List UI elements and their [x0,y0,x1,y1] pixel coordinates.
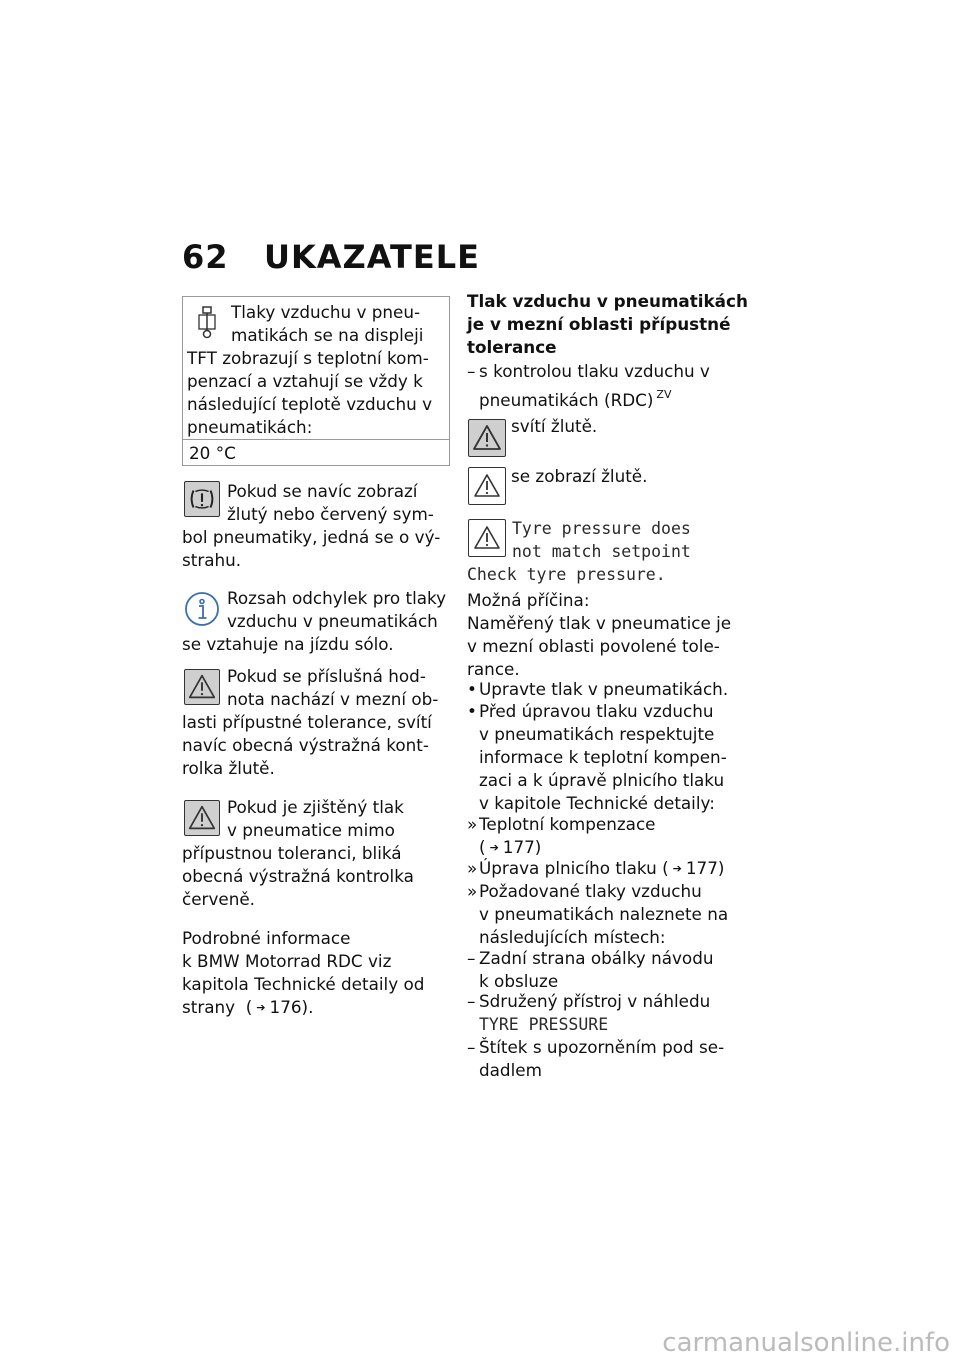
text-line: pneumatikách: [187,417,313,437]
text-line: Štítek s upozorněním pod se- [479,1037,725,1057]
cross-reference[interactable]: » Teplotní kompenzace ( ➔ 177) [467,814,656,857]
page-ref: 177) [502,837,542,857]
text-line: lasti přípustné tolerance, svítí [182,712,432,732]
tyre-warning-icon [184,481,220,517]
section-heading: tolerance [467,337,557,357]
watermark: carmanualsonline.info [662,1328,950,1358]
text-line: červeně. [182,889,256,909]
warning-triangle-icon [184,800,220,836]
text-line: Tlaky vzduchu v pneu- [231,302,421,322]
list-item: – Zadní strana obálky návodu k obsluze [467,948,714,991]
lamp-status: svítí žlutě. [511,416,598,436]
section-heading: Tlak vzduchu v pneumatikách [467,291,748,311]
text-line: TFT zobrazují s teplotní kom- [187,348,429,368]
text-line: v pneumatice mimo [227,820,395,840]
info-icon [184,591,220,627]
text-line: v kapitole Technické detaily: [479,793,715,813]
text-line: v mezní oblasti povolené tole- [467,636,720,656]
text-line: s kontrolou tlaku vzduchu v [479,361,710,381]
text-line: zaci a k úpravě plnicího tlaku [479,770,725,790]
text-line: dadlem [479,1060,542,1080]
text-line: matikách se na displeji [231,325,424,345]
text-line: pneumatikách (RDC) [479,390,654,410]
optional-equipment-mark: ZV [656,388,672,401]
text-line: navíc obecná výstražná kont- [182,735,429,755]
text-line: bol pneumatiky, jedná se o vý- [182,527,441,547]
display-message: Check tyre pressure. [467,565,666,584]
text-line: rance. [467,659,520,679]
text-line: přípustnou toleranci, bliká [182,843,402,863]
display-message: Tyre pressure does [512,519,691,538]
cross-reference[interactable]: » Úprava plnicího tlaku ( ➔ 177) [467,858,725,878]
arrow-right-icon: ➔ [672,862,682,875]
text-line: penzací a vztahují se vždy k [187,371,423,391]
text-line: vzduchu v pneumatikách [227,611,438,631]
page-ref: 176). [269,997,314,1017]
page-title: UKAZATELE [264,238,480,276]
list-item: • Upravte tlak v pneumatikách. [467,679,729,699]
text-line: Úprava plnicího tlaku ( [479,858,669,878]
table-divider [183,439,449,440]
text-line: strany [182,997,236,1017]
text-line: k BMW Motorrad RDC viz [182,951,392,971]
text-line: v pneumatikách respektujte [479,724,715,744]
text-line: v pneumatikách naleznete na [479,904,729,924]
list-item: • Před úpravou tlaku vzduchu v pneumatikách respektujte informace k teplotní kompen- zaci a k úpravě plnicího tlaku v kapitole Technické detaily: [467,701,727,813]
text-line: Pokud se navíc zobrazí [227,481,418,501]
text-line: nota nachází v mezní ob- [227,689,439,709]
text-line: Pokud je zjištěný tlak [227,797,404,817]
warning-triangle-icon [468,419,506,457]
display-message: TYRE PRESSURE [479,1015,609,1034]
text-line: Teplotní kompenzace [479,814,656,834]
warning-triangle-icon [184,669,220,705]
cause-label: Možná příčina: [467,590,590,610]
lamp-status: se zobrazí žlutě. [511,466,648,486]
info-table [182,296,450,466]
text-line: Sdružený přístroj v náhledu [479,991,711,1011]
text-line: k obsluze [479,971,559,991]
warning-triangle-icon [468,467,506,505]
text-line: Zadní strana obálky návodu [479,948,714,968]
text-line: se vztahuje na jízdu sólo. [182,634,394,654]
text-line: rolka žlutě. [182,758,275,778]
page-number: 62 [182,238,229,276]
text-line: Pokud se příslušná hod- [227,666,426,686]
text-line: Rozsah odchylek pro tlaky [227,588,447,608]
text-line: obecná výstražná kontrolka [182,866,414,886]
text-line: následujících místech: [479,927,666,947]
display-message: not match setpoint [512,542,691,561]
text-line: strahu. [182,550,242,570]
arrow-right-icon: ➔ [489,841,499,854]
temperature-value: 20 °C [189,443,236,463]
text-line: Podrobné informace [182,928,351,948]
list-item: – Štítek s upozorněním pod se- dadlem [467,1037,725,1080]
text-line: Požadované tlaky vzduchu [479,881,702,901]
text-line: informace k teplotní kompen- [479,747,727,767]
tyre-pressure-gauge-icon [193,305,221,339]
text-line: Naměřený tlak v pneumatice je [467,613,732,633]
list-item: – Sdružený přístroj v náhledu TYRE PRESSURE [467,991,711,1034]
page-header [182,238,480,276]
warning-triangle-icon [468,519,506,557]
text-line: Před úpravou tlaku vzduchu [479,701,714,721]
text-line: Upravte tlak v pneumatikách. [479,679,729,699]
arrow-right-icon: ➔ [256,1001,266,1014]
section-heading: je v mezní oblasti přípustné [467,314,731,334]
list-item: » Požadované tlaky vzduchu v pneumatikách naleznete na následujících místech: [467,881,729,947]
text-line: kapitola Technické detaily od [182,974,425,994]
text-line: žlutý nebo červený sym- [227,504,434,524]
condition-item: – s kontrolou tlaku vzduchu v pneumatikách (RDC) $^{ZV}$ [467,361,710,410]
cross-reference[interactable]: strany ( ➔ 176). [182,997,314,1017]
page-ref: 177) [685,858,725,878]
text-line: následující teplotě vzduchu v [187,394,432,414]
